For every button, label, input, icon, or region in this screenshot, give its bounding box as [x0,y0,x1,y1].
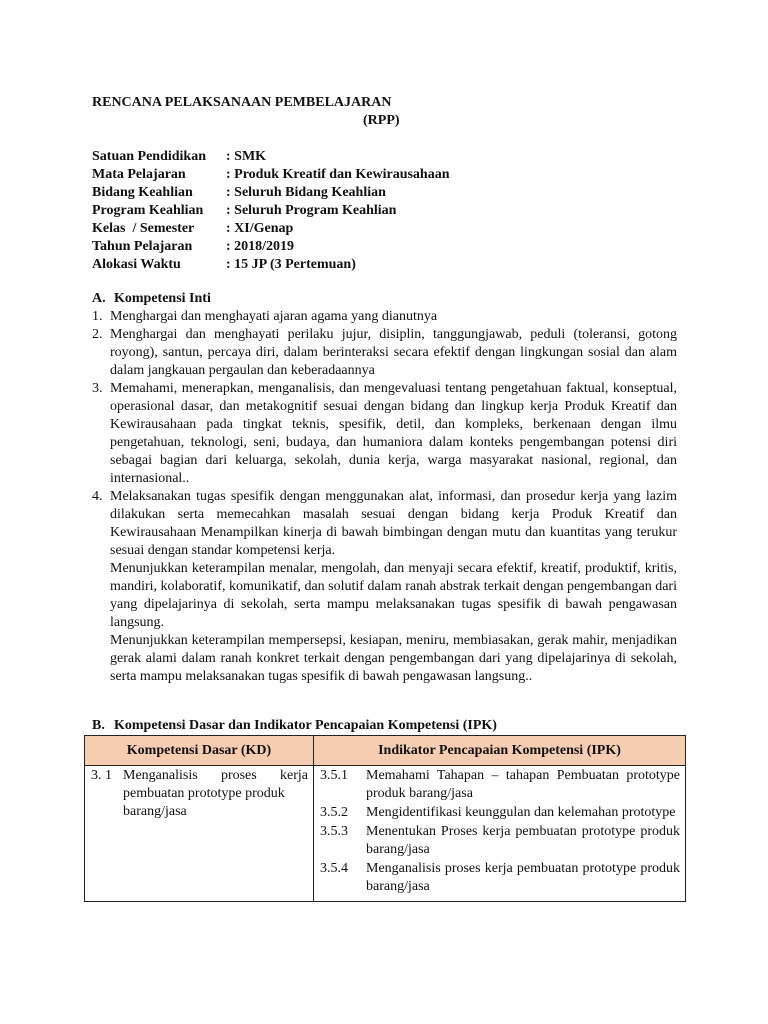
section-b-letter: B. [92,718,105,733]
list-item-number: 3. [92,381,103,396]
ipk-text: Mengidentifikasi keunggulan dan kelemahan prototype [366,805,676,820]
list-item-number: 4. [92,489,103,504]
list-item [92,380,677,488]
ipk-text: Menentukan Proses kerja pembuatan prototype produk barang/jasa [366,824,680,857]
identity-value: : SMK [226,149,267,164]
list-sub-paragraph: Menunjukkan keterampilan mempersepsi, kesiapan, meniru, membiasakan, gerak mahir, menjadikan gerak alami dalam ranah konkret terkait dengan pengembangan dari yang dipelajarinya di sekolah, serta mampu melaksanakan tugas spesifik di bawah pengawasan langsung.. [110,633,677,684]
identity-label: Alokasi Waktu [92,257,181,272]
ipk-number: 3.5.1 [320,768,348,783]
section-a-title: Kompetensi Inti [114,291,211,306]
identity-block [92,148,450,274]
identity-label: Program Keahlian [92,203,204,218]
ipk-number: 3.5.2 [320,805,348,820]
identity-value: : Produk Kreatif dan Kewirausahaan [226,167,450,182]
identity-label: Satuan Pendidikan [92,149,206,164]
ipk-text: Menganalisis proses kerja pembuatan prototype produk barang/jasa [366,861,680,894]
identity-row [92,256,450,274]
list-item [92,488,677,560]
kd-number: 3. 1 [91,768,112,783]
kd-cell [85,766,314,902]
identity-value: : 2018/2019 [226,239,295,254]
ipk-column-header: Indikator Pencapaian Kompetensi (IPK) [314,736,686,766]
identity-label: Kelas / Semester [92,221,195,236]
list-item-text: Memahami, menerapkan, menganalisis, dan mengevaluasi tentang pengetahuan faktual, konseptual, operasional dasar, dan metakognitif sesuai dengan bidang dan lingkup kerja Produk Kreatif dan Kewirausahaan pada tingkat teknis, spesifik, detil, dan kompleks, berkenaan dengan ilmu pengetahuan, teknologi, seni, budaya, dan humaniora dalam konteks pengembangan potensi diri sebagai bagian dari keluarga, sekolah, dunia kerja, warga masyarakat nasional, regional, dan internasional.. [110,381,677,486]
kompetensi-inti-list [92,308,677,686]
list-item-text: Menghargai dan menghayati perilaku jujur, disiplin, tanggungjawab, peduli (toleransi, gotong royong), santun, percaya diri, dalam berinteraksi secara efektif dengan lingkungan sosial dan alam dalam jangkauan pergaulan dan keberadaannya [110,327,677,378]
list-item-text: Menghargai dan menghayati ajaran agama yang dianutnya [110,309,438,324]
identity-label: Bidang Keahlian [92,185,193,200]
kd-text-line: Menganalisis proses kerja [123,768,308,783]
ipk-item [320,767,680,803]
ipk-number: 3.5.4 [320,861,348,876]
ipk-item [320,823,680,859]
section-b-title: Kompetensi Dasar dan Indikator Pencapaian Kompetensi (IPK) [114,718,497,733]
kd-column-header: Kompetensi Dasar (KD) [85,736,314,766]
list-sub-paragraph: Menunjukkan keterampilan menalar, mengolah, dan menyaji secara efektif, kreatif, produktif, kritis, mandiri, kolaboratif, komunikatif, dan solutif dalam ranah abstrak terkait dengan pengembangan dari yang dipelajarinya di sekolah, serta mampu melaksanakan tugas spesifik di bawah pengawasan langsung. [110,561,677,630]
identity-value: : 15 JP (3 Pertemuan) [226,257,356,272]
kd-ipk-table [84,735,686,902]
list-item-text: Melaksanakan tugas spesifik dengan menggunakan alat, informasi, dan prosedur kerja yang lazim dilakukan serta memecahkan masalah sesuai dengan bidang kerja Produk Kreatif dan Kewirausahaan Menampilkan kinerja di bawah bimbingan dengan mutu dan kuantitas yang terukur sesuai dengan standar kompetensi kerja. [110,489,677,558]
section-b-heading [92,717,497,735]
table-header-row [85,736,686,766]
section-a-letter: A. [92,291,106,306]
ipk-number: 3.5.3 [320,824,348,839]
section-a-heading [92,290,211,308]
identity-row [92,166,450,184]
identity-label: Tahun Pelajaran [92,239,193,254]
identity-row [92,184,450,202]
ipk-item [320,804,680,822]
kd-text: pembuatan prototype produk barang/jasa [123,786,285,819]
identity-row [92,220,450,238]
list-item [92,308,677,326]
list-item-number: 1. [92,309,103,324]
identity-row [92,202,450,220]
document-subtitle: (RPP) [363,113,400,128]
identity-row [92,238,450,256]
ipk-text: Memahami Tahapan – tahapan Pembuatan prototype produk barang/jasa [366,768,680,801]
document-title: RENCANA PELAKSANAAN PEMBELAJARAN [92,95,392,110]
identity-value: : XI/Genap [226,221,294,236]
ipk-item [320,860,680,896]
list-item [92,326,677,380]
identity-value: : Seluruh Program Keahlian [226,203,397,218]
identity-label: Mata Pelajaran [92,167,186,182]
table-row [85,766,686,902]
identity-value: : Seluruh Bidang Keahlian [226,185,386,200]
identity-row [92,148,450,166]
ipk-cell [314,766,686,902]
list-item-number: 2. [92,327,103,342]
